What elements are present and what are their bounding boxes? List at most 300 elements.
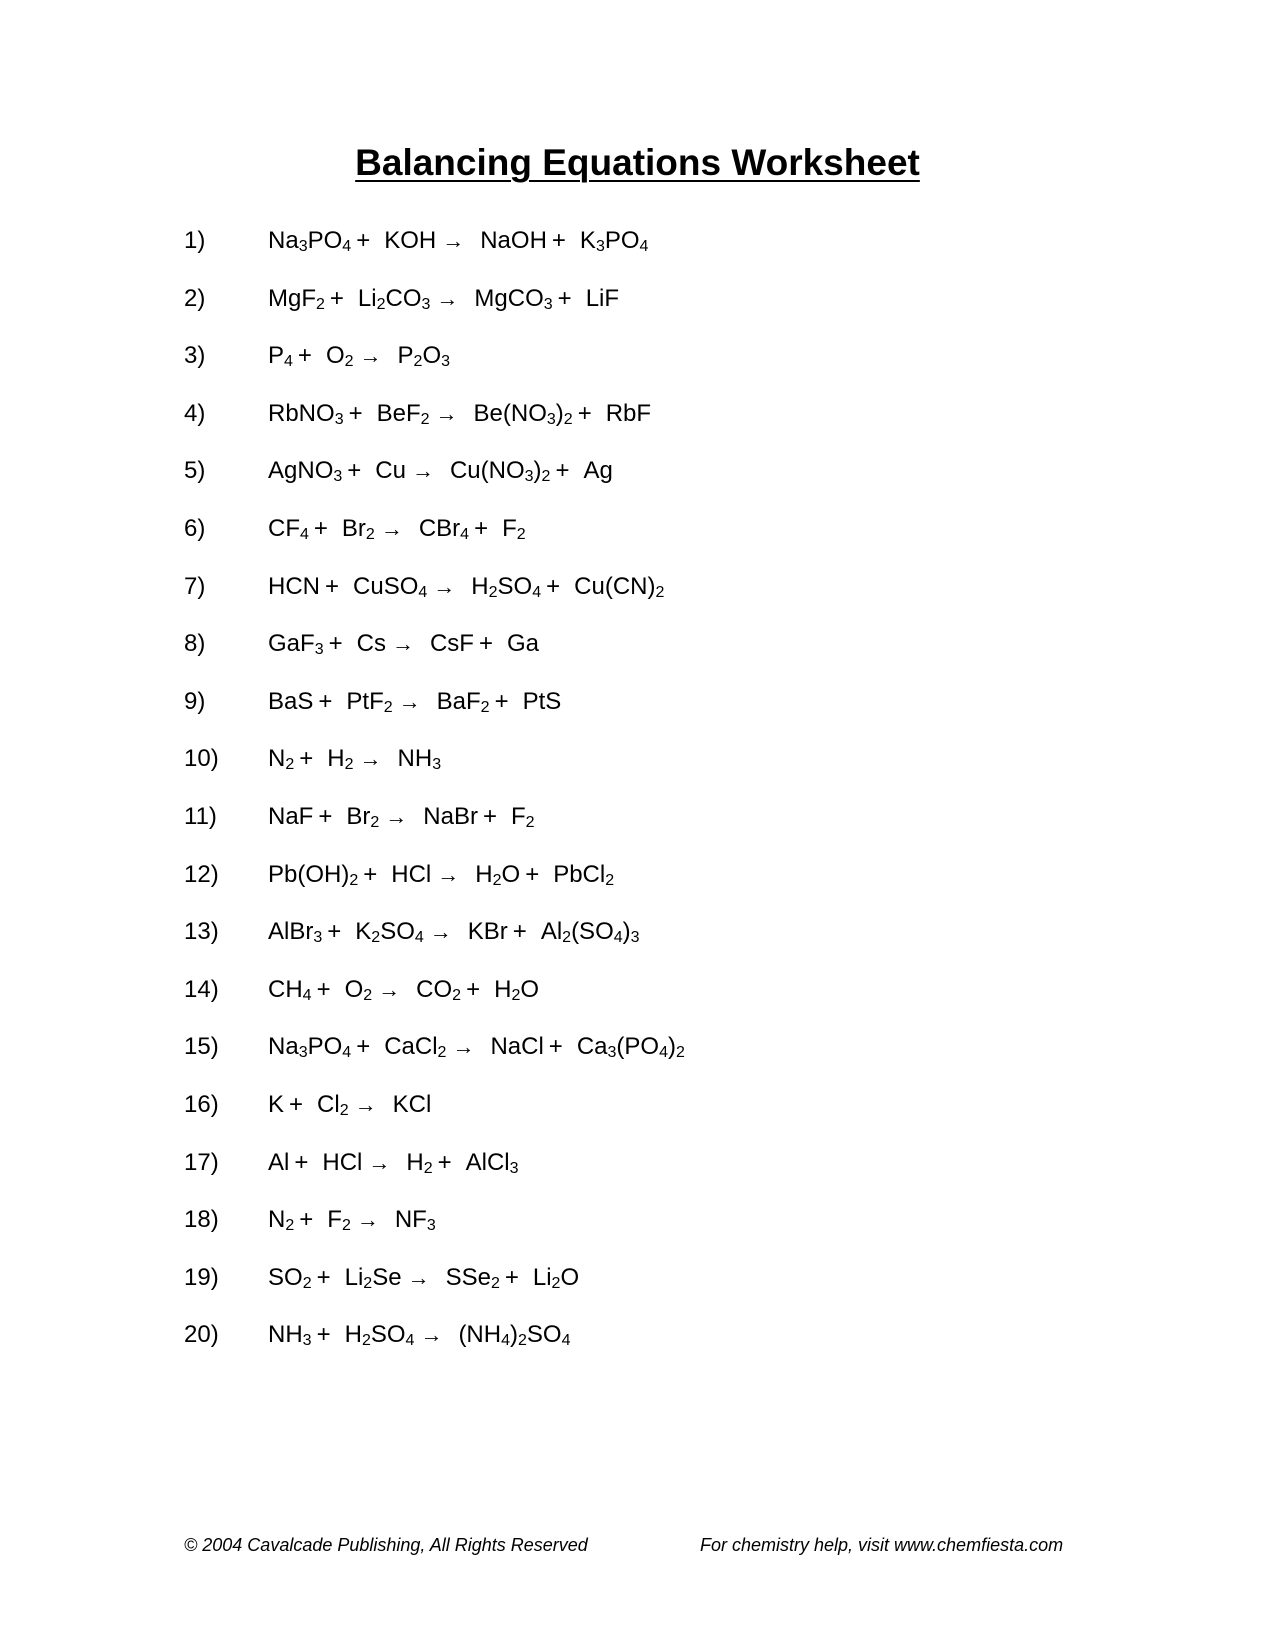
formula-subscript: 3 — [441, 353, 451, 371]
chemical-formula — [322, 1149, 362, 1176]
formula-subscript: 4 — [300, 525, 309, 543]
formula-text: P — [397, 342, 414, 370]
formula-text: SO — [380, 918, 415, 946]
formula-text: F — [502, 514, 517, 542]
chemical-formula — [268, 976, 312, 1003]
plus-sign: + — [551, 227, 566, 254]
chemical-formula — [468, 918, 508, 945]
formula-subscript: 4 — [418, 583, 428, 601]
yields-arrow-icon: → — [433, 573, 456, 599]
problem-row — [184, 1090, 1084, 1148]
formula-text: F — [327, 1206, 342, 1234]
chemical-formula — [398, 745, 442, 772]
plus-sign: + — [316, 1263, 331, 1291]
formula-text: Li — [344, 1263, 364, 1291]
formula-text: O — [520, 975, 540, 1003]
formula-text: KBr — [467, 918, 508, 946]
plus-sign: + — [474, 514, 489, 542]
chemical-formula — [553, 861, 614, 888]
plus-sign: + — [557, 284, 572, 312]
formula-text: NH — [397, 745, 433, 773]
plus-sign: + — [294, 1148, 309, 1176]
formula-subscript: 2 — [302, 1274, 312, 1292]
formula-subscript: 2 — [344, 756, 354, 774]
formula-text: P — [268, 342, 285, 370]
formula-text: O — [325, 342, 345, 370]
plus-sign: + — [548, 1033, 563, 1061]
formula-subscript: 3 — [546, 410, 556, 428]
formula-text: CO — [385, 284, 422, 312]
yields-arrow-icon: → — [407, 1264, 430, 1290]
formula-subscript: 2 — [525, 813, 535, 831]
formula-text: KOH — [384, 227, 437, 254]
formula-subscript: 2 — [511, 986, 521, 1004]
formula-text: PtS — [522, 687, 562, 715]
yields-arrow-icon: → — [385, 803, 408, 829]
yields-arrow-icon: → — [359, 746, 382, 772]
formula-subscript: 2 — [383, 698, 393, 716]
yields-arrow-icon: → — [452, 1034, 475, 1060]
formula-subscript: 2 — [361, 1332, 371, 1350]
formula-subscript: 4 — [405, 1332, 415, 1350]
formula-text: Al — [268, 1148, 290, 1176]
formula-text: (SO — [571, 918, 614, 946]
formula-subscript: 2 — [370, 813, 380, 831]
formula-subscript: 4 — [342, 238, 352, 255]
yields-arrow-icon: → — [435, 400, 458, 426]
problem-row — [184, 687, 1084, 745]
formula-text: ) — [510, 1321, 518, 1349]
problem-number: 11) — [184, 802, 217, 830]
problem-number: 8) — [184, 630, 206, 658]
chemical-formula — [375, 457, 406, 484]
plus-sign: + — [494, 687, 509, 715]
problem-number: 4) — [184, 399, 206, 427]
chemical-formula — [268, 1091, 284, 1118]
chemical-formula — [355, 918, 424, 945]
formula-text: PO — [307, 1033, 343, 1061]
chemical-formula — [342, 515, 375, 542]
problem-number: 1) — [184, 227, 206, 254]
formula-subscript: 3 — [426, 1217, 436, 1235]
chemical-equation — [260, 860, 614, 890]
problem-number: 15) — [184, 1033, 219, 1061]
chemical-formula — [416, 976, 461, 1003]
chemical-formula — [268, 1321, 312, 1348]
plus-sign: + — [329, 284, 344, 312]
formula-text: N — [268, 1206, 286, 1234]
plus-sign: + — [512, 918, 527, 946]
chemical-formula — [586, 285, 619, 312]
plus-sign: + — [577, 399, 592, 427]
yields-arrow-icon: → — [398, 688, 421, 714]
formula-text: NF — [394, 1206, 427, 1234]
formula-subscript: 2 — [452, 986, 462, 1004]
problem-row — [184, 917, 1084, 975]
chemical-formula — [430, 630, 474, 657]
formula-subscript: 2 — [285, 756, 295, 774]
chemical-formula — [268, 1206, 294, 1233]
problem-row — [184, 1320, 1084, 1378]
formula-text: K — [355, 918, 372, 946]
problem-number: 6) — [184, 514, 206, 542]
plus-sign: + — [299, 745, 314, 773]
chemical-formula — [268, 285, 325, 312]
chemical-formula — [423, 803, 478, 830]
formula-subscript: 2 — [363, 1274, 373, 1292]
formula-subscript: 4 — [414, 929, 424, 947]
chemical-formula — [345, 1264, 402, 1291]
formula-subscript: 3 — [607, 1044, 617, 1062]
chemical-equation — [260, 572, 664, 602]
formula-text: BeF — [376, 399, 421, 427]
formula-subscript: 2 — [518, 1332, 527, 1350]
chemical-formula — [466, 1149, 519, 1176]
formula-text: Br — [341, 514, 366, 542]
plus-sign: + — [466, 975, 481, 1003]
formula-subscript: 3 — [298, 238, 308, 255]
chemical-formula — [490, 1033, 543, 1060]
problem-number: 9) — [184, 687, 206, 715]
yields-arrow-icon: → — [442, 228, 465, 253]
formula-text: Ca — [576, 1033, 608, 1061]
chemical-formula — [345, 976, 373, 1003]
formula-subscript: 2 — [480, 698, 490, 716]
formula-subscript: 2 — [339, 1101, 349, 1119]
problem-row — [184, 1032, 1084, 1090]
chemical-formula — [577, 1033, 685, 1060]
chemical-formula — [494, 976, 539, 1003]
formula-text: SO — [526, 1321, 562, 1349]
chemical-equation — [260, 802, 535, 832]
formula-subscript: 3 — [298, 1044, 308, 1062]
formula-subscript: 3 — [509, 1159, 519, 1177]
problem-row — [184, 1148, 1084, 1206]
chemical-formula — [268, 861, 358, 888]
chemical-formula — [268, 630, 324, 657]
formula-text: O — [501, 860, 521, 888]
plus-sign: + — [325, 572, 340, 600]
chemical-equation — [260, 284, 619, 314]
formula-text: (PO — [616, 1033, 660, 1061]
formula-text: Li — [357, 284, 377, 312]
formula-text: Ga — [506, 630, 539, 658]
formula-text: H — [344, 1321, 362, 1349]
formula-text: Pb(OH) — [268, 860, 350, 888]
formula-text: ) — [555, 399, 564, 427]
plus-sign: + — [313, 514, 328, 542]
formula-subscript: 2 — [655, 583, 665, 601]
chemical-formula — [327, 1206, 351, 1233]
formula-text: CaCl — [384, 1033, 438, 1061]
chemical-formula — [268, 1149, 289, 1176]
formula-text: Cu — [375, 457, 406, 485]
chemical-formula — [580, 227, 649, 254]
formula-text: NaCl — [490, 1033, 544, 1061]
formula-text: CF — [268, 514, 300, 542]
chemical-equation — [260, 514, 526, 544]
formula-text: NaOH — [480, 227, 547, 254]
formula-text: HCl — [391, 860, 432, 888]
formula-subscript: 2 — [365, 525, 375, 543]
formula-text: NaBr — [423, 802, 478, 830]
chemical-formula — [450, 457, 550, 484]
formula-text: ) — [667, 1033, 676, 1061]
chemical-formula — [346, 803, 379, 830]
chemical-formula — [268, 803, 313, 830]
formula-subscript: 2 — [562, 929, 572, 947]
problem-row — [184, 860, 1084, 918]
chemical-formula — [268, 688, 313, 715]
formula-subscript: 2 — [490, 1274, 500, 1292]
worksheet-title: Balancing Equations Worksheet — [355, 142, 920, 183]
problem-row — [184, 284, 1084, 342]
formula-text: PO — [307, 227, 343, 254]
problem-number: 2) — [184, 284, 206, 312]
formula-subscript: 3 — [314, 641, 324, 659]
chemical-formula — [523, 688, 562, 715]
yields-arrow-icon: → — [368, 1149, 391, 1175]
formula-subscript: 4 — [659, 1044, 668, 1062]
chemical-equation — [260, 1090, 431, 1120]
chemical-formula — [406, 1149, 432, 1176]
formula-subscript: 3 — [432, 756, 442, 774]
plus-sign: + — [525, 860, 540, 888]
formula-subscript: 3 — [334, 410, 344, 428]
problem-number: 19) — [184, 1263, 219, 1291]
problem-row — [184, 1263, 1084, 1321]
plus-sign: + — [504, 1263, 519, 1291]
formula-subscript: 2 — [492, 871, 502, 889]
problem-number: 3) — [184, 342, 206, 370]
chemical-formula — [474, 285, 552, 312]
problem-number: 14) — [184, 975, 219, 1003]
formula-text: Cs — [356, 630, 386, 658]
problem-number: 5) — [184, 457, 206, 485]
chemical-formula — [507, 630, 539, 657]
problem-row — [184, 802, 1084, 860]
plus-sign: + — [316, 1321, 331, 1349]
problem-list — [184, 226, 1084, 1378]
formula-text: CO — [416, 975, 453, 1003]
chemical-formula — [502, 515, 526, 542]
chemical-formula — [391, 861, 431, 888]
problem-number: 18) — [184, 1206, 219, 1234]
formula-text: H — [475, 860, 493, 888]
yields-arrow-icon: → — [411, 458, 434, 484]
formula-text: SO — [497, 572, 533, 600]
chemical-equation — [260, 917, 640, 947]
chemical-formula — [268, 918, 322, 945]
formula-subscript: 2 — [341, 1217, 351, 1235]
chemical-formula — [384, 1033, 446, 1060]
formula-text: SO — [370, 1321, 406, 1349]
chemical-formula — [419, 515, 469, 542]
yields-arrow-icon: → — [380, 515, 403, 541]
formula-text: CBr — [418, 514, 461, 542]
formula-text: H — [471, 572, 489, 600]
yields-arrow-icon: → — [354, 1091, 377, 1117]
formula-subscript: 2 — [420, 410, 430, 428]
formula-subscript: 3 — [524, 468, 534, 486]
problem-row — [184, 456, 1084, 514]
help-footer: For chemistry help, visit www.chemfiesta.com — [700, 1535, 1064, 1555]
problem-row — [184, 341, 1084, 399]
chemical-formula — [446, 1264, 500, 1291]
plus-sign: + — [297, 342, 312, 370]
formula-subscript: 2 — [563, 410, 573, 428]
formula-subscript: 3 — [333, 468, 343, 486]
chemical-formula — [268, 457, 342, 484]
formula-text: MgCO — [474, 284, 544, 312]
problem-row — [184, 1205, 1084, 1263]
formula-subscript: 4 — [639, 238, 649, 255]
formula-text: PtF — [346, 687, 384, 715]
chemical-formula — [384, 227, 436, 254]
chemical-formula — [353, 573, 427, 600]
formula-subscript: 4 — [561, 1332, 571, 1350]
formula-text: O — [422, 342, 442, 370]
formula-text: N — [268, 745, 286, 773]
yields-arrow-icon: → — [436, 285, 459, 311]
chemical-formula — [268, 342, 293, 369]
yields-arrow-icon: → — [391, 631, 414, 657]
chemical-formula — [268, 573, 320, 600]
plus-sign: + — [478, 630, 493, 658]
chemical-equation — [260, 687, 561, 717]
chemical-formula — [511, 803, 535, 830]
chemical-formula — [398, 342, 451, 369]
chemical-formula — [480, 227, 547, 254]
chemical-formula — [326, 342, 354, 369]
formula-text: SSe — [445, 1263, 491, 1291]
formula-text: Na — [268, 1033, 299, 1061]
chemical-equation — [260, 975, 539, 1005]
chemical-formula — [541, 918, 640, 945]
formula-text: F — [510, 802, 526, 830]
problem-row — [184, 399, 1084, 457]
formula-text: Be(NO — [473, 399, 547, 427]
formula-subscript: 2 — [285, 1217, 295, 1235]
formula-text: GaF — [268, 630, 315, 658]
yields-arrow-icon: → — [420, 1322, 443, 1348]
formula-text: AlBr — [268, 918, 314, 946]
chemical-formula — [458, 1321, 570, 1348]
yields-arrow-icon: → — [359, 343, 382, 369]
formula-subscript: 2 — [437, 1044, 447, 1062]
chemical-equation — [260, 1263, 579, 1293]
formula-text: HCl — [322, 1148, 363, 1176]
formula-text: ) — [622, 918, 631, 946]
chemical-formula — [327, 745, 353, 772]
problem-row — [184, 514, 1084, 572]
plus-sign: + — [482, 802, 497, 830]
chemical-equation — [260, 456, 613, 486]
formula-subscript: 2 — [551, 1274, 561, 1292]
formula-text: CH — [268, 975, 303, 1003]
problem-row — [184, 629, 1084, 687]
formula-subscript: 2 — [488, 583, 498, 601]
formula-text: HCN — [268, 572, 320, 600]
formula-text: PbCl — [553, 860, 606, 888]
problem-row — [184, 975, 1084, 1033]
formula-text: AgNO — [268, 457, 334, 485]
chemical-formula — [606, 400, 651, 427]
formula-text: K — [579, 227, 596, 254]
formula-subscript: 3 — [302, 1332, 312, 1350]
problem-row — [184, 572, 1084, 630]
problem-number: 13) — [184, 918, 219, 946]
chemical-formula — [475, 861, 520, 888]
formula-subscript: 4 — [532, 583, 542, 601]
chemical-formula — [317, 1091, 349, 1118]
formula-text: (NH — [458, 1321, 502, 1349]
formula-text: LiF — [585, 284, 620, 312]
problem-number: 17) — [184, 1148, 219, 1176]
formula-text: Cu(CN) — [574, 572, 656, 600]
formula-text: Cl — [317, 1090, 340, 1118]
formula-subscript: 2 — [675, 1044, 685, 1062]
formula-subscript: 2 — [376, 295, 386, 313]
chemical-equation — [260, 226, 648, 256]
formula-subscript: 3 — [421, 295, 431, 313]
formula-text: H — [327, 745, 345, 773]
plus-sign: + — [348, 399, 363, 427]
chemical-formula — [358, 285, 431, 312]
formula-text: Al — [540, 918, 563, 946]
formula-text: Ag — [583, 457, 613, 485]
chemical-formula — [574, 573, 664, 600]
formula-subscript: 3 — [313, 929, 323, 947]
formula-text: NaF — [268, 802, 314, 830]
formula-text: Cu(NO — [449, 457, 525, 485]
formula-subscript: 2 — [344, 353, 354, 371]
formula-subscript: 4 — [460, 525, 470, 543]
chemical-formula — [377, 400, 430, 427]
chemical-equation — [260, 1205, 436, 1235]
formula-subscript: 2 — [423, 1159, 433, 1177]
formula-text: H — [494, 975, 512, 1003]
formula-text: KCl — [392, 1090, 432, 1118]
formula-subscript: 2 — [413, 353, 423, 371]
chemical-formula — [345, 1321, 415, 1348]
chemical-formula — [395, 1206, 436, 1233]
formula-text: ) — [533, 457, 542, 485]
formula-subscript: 4 — [284, 353, 293, 371]
plus-sign: + — [356, 1033, 371, 1061]
formula-subscript: 2 — [316, 295, 325, 313]
plus-sign: + — [289, 1090, 304, 1118]
plus-sign: + — [316, 975, 331, 1003]
chemical-equation — [260, 1320, 571, 1350]
chemical-equation — [260, 1032, 685, 1062]
problem-number: 7) — [184, 572, 206, 600]
formula-subscript: 2 — [363, 986, 373, 1004]
formula-text: SO — [268, 1263, 303, 1291]
formula-text: AlCl — [465, 1148, 510, 1176]
formula-subscript: 4 — [613, 929, 623, 947]
formula-text: Na — [268, 227, 299, 254]
formula-text: O — [560, 1263, 580, 1291]
yields-arrow-icon: → — [429, 919, 452, 945]
problem-number: 20) — [184, 1321, 219, 1349]
problem-number: 16) — [184, 1090, 219, 1118]
copyright-footer: © 2004 Cavalcade Publishing, All Rights Reserved — [184, 1535, 588, 1555]
formula-text: RbNO — [268, 399, 335, 427]
formula-text: BaF — [436, 687, 481, 715]
yields-arrow-icon: → — [378, 976, 401, 1002]
plus-sign: + — [356, 227, 371, 254]
